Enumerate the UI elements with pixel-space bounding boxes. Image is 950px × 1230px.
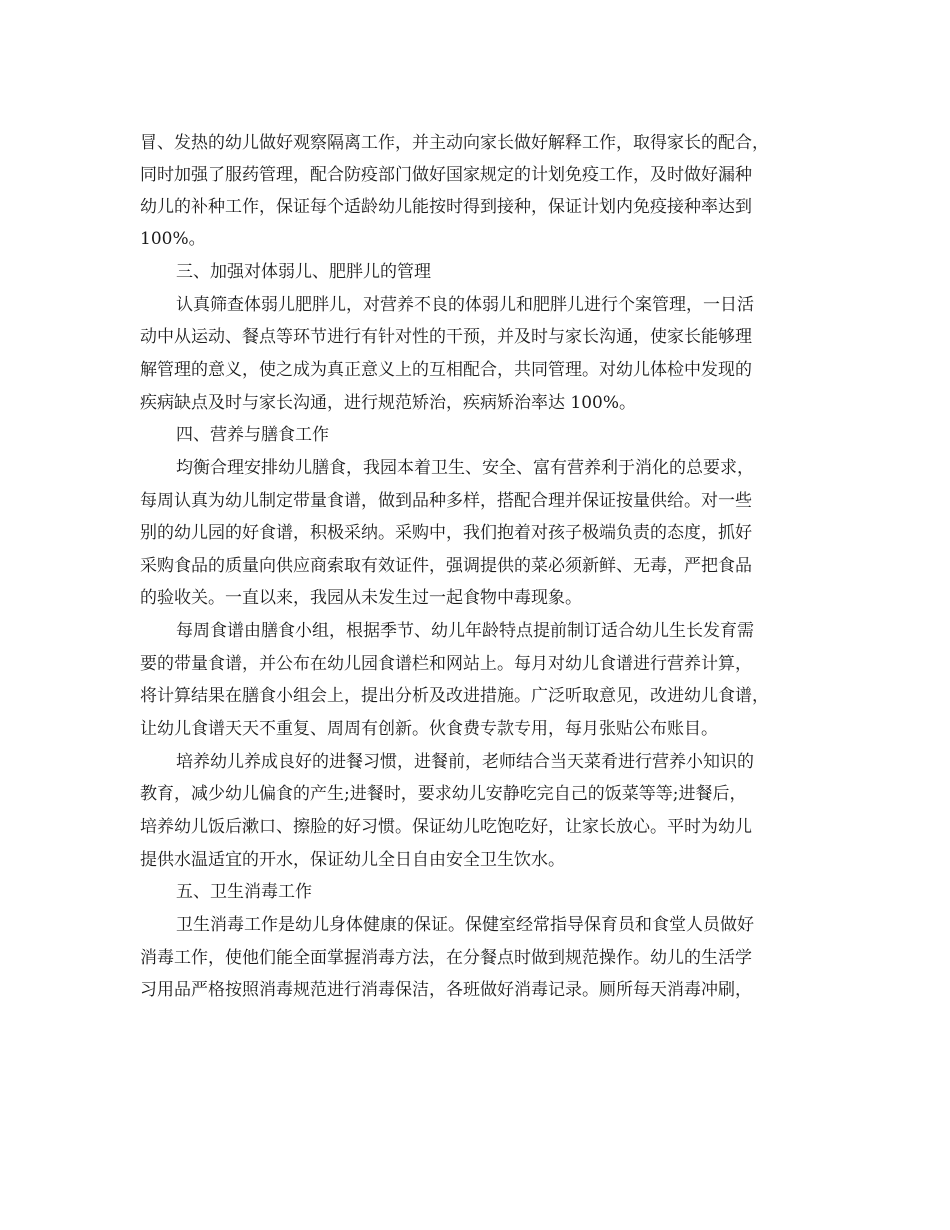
- text-line: 提供水温适宜的开水，保证幼儿全日自由安全卫生饮水。: [140, 850, 565, 870]
- section-heading: 五、卫生消毒工作: [176, 882, 312, 902]
- text-line: 同时加强了服药管理，配合防疫部门做好国家规定的计划免疫工作，及时做好漏种: [140, 165, 752, 185]
- text-line: 均衡合理安排幼儿膳食，我园本着卫生、安全、富有营养利于消化的总要求，: [176, 458, 754, 478]
- text-line: 培养幼儿养成良好的进餐习惯，进餐前，老师结合当天菜肴进行营养小知识的: [176, 752, 754, 772]
- section-heading: 四、营养与膳食工作: [176, 425, 329, 445]
- text-line: 冒、发热的幼儿做好观察隔离工作，并主动向家长做好解释工作，取得家长的配合，: [140, 133, 769, 153]
- text-line: 习用品严格按照消毒规范进行消毒保洁，各班做好消毒记录。厕所每天消毒冲刷，: [140, 980, 752, 1000]
- text-line: 疾病缺点及时与家长沟通，进行规范矫治，疾病矫治率达 100%。: [140, 393, 637, 413]
- text-line: 采购食品的质量向供应商索取有效证件，强调提供的菜必须新鲜、无毒，严把食品: [140, 556, 752, 576]
- text-line: 动中从运动、餐点等环节进行有针对性的干预，并及时与家长沟通，使家长能够理: [140, 327, 752, 347]
- text-line: 幼儿的补种工作，保证每个适龄幼儿能按时得到接种，保证计划内免疫接种率达到: [140, 197, 752, 217]
- text-line: 每周认真为幼儿制定带量食谱，做到品种多样，搭配合理并保证按量供给。对一些: [140, 491, 752, 511]
- text-line: 的验收关。一直以来，我园从未发生过一起食物中毒现象。: [140, 588, 582, 608]
- text-line: 别的幼儿园的好食谱，积极采纳。采购中，我们抱着对孩子极端负责的态度，抓好: [140, 523, 752, 543]
- text-line: 让幼儿食谱天天不重复、周周有创新。伙食费专款专用，每月张贴公布账目。: [140, 719, 718, 739]
- text-line: 100%。: [140, 229, 206, 249]
- text-line: 将计算结果在膳食小组会上，提出分析及改进措施。广泛听取意见，改进幼儿食谱，: [140, 686, 769, 706]
- text-line: 教育，减少幼儿偏食的产生;进餐时，要求幼儿安静吃完自己的饭菜等等;进餐后，: [140, 784, 747, 804]
- section-heading: 三、加强对体弱儿、肥胖儿的管理: [176, 262, 431, 282]
- text-line: 卫生消毒工作是幼儿身体健康的保证。保健室经常指导保育员和食堂人员做好: [176, 915, 754, 935]
- text-line: 每周食谱由膳食小组，根据季节、幼儿年龄特点提前制订适合幼儿生长发育需: [176, 621, 754, 641]
- text-line: 消毒工作，使他们能全面掌握消毒方法，在分餐点时做到规范操作。幼儿的生活学: [140, 948, 752, 968]
- text-line: 要的带量食谱，并公布在幼儿园食谱栏和网站上。每月对幼儿食谱进行营养计算，: [140, 654, 752, 674]
- text-line: 认真筛查体弱儿肥胖儿，对营养不良的体弱儿和肥胖儿进行个案管理，一日活: [176, 295, 754, 315]
- text-line: 解管理的意义，使之成为真正意义上的互相配合，共同管理。对幼儿体检中发现的: [140, 360, 752, 380]
- text-line: 培养幼儿饭后漱口、擦脸的好习惯。保证幼儿吃饱吃好，让家长放心。平时为幼儿: [140, 817, 752, 837]
